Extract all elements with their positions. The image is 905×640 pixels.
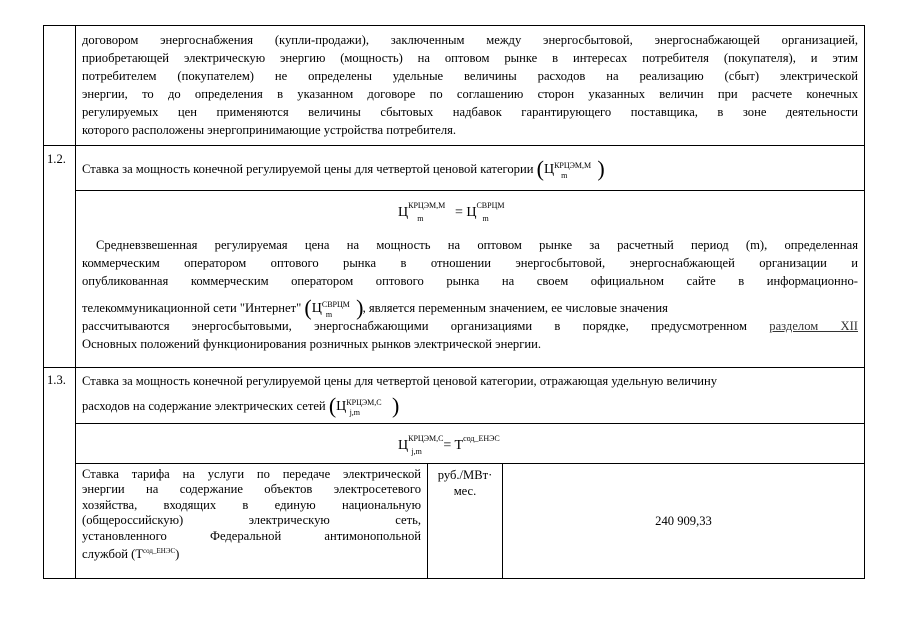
formula-13 bbox=[398, 434, 500, 454]
row-13-title bbox=[82, 372, 858, 421]
row-intro-number-cell bbox=[43, 25, 76, 146]
row-12-title-line bbox=[82, 157, 605, 180]
title-text: расходов на содержание электрических сетей bbox=[82, 399, 326, 414]
symbol-t: T bbox=[454, 438, 464, 453]
subscript: m bbox=[482, 214, 489, 223]
subscript: j,m bbox=[349, 408, 361, 418]
unit-line: мес. bbox=[453, 484, 477, 498]
symbol-ts: Ц bbox=[336, 399, 347, 415]
intro-line: энергии, то до определения в указанном договоре по соглашению сторон указанных величин при расчете конечных bbox=[82, 87, 858, 101]
symbol-ts: Ц bbox=[311, 301, 322, 317]
desc-line: Основных положений функционирования розничных рынков электрической энергии. bbox=[82, 337, 541, 351]
title-line bbox=[82, 390, 858, 421]
intro-line: потребителем (покупателем) не определены удельные величины расходов на реализацию (сбыт) электрической bbox=[82, 69, 858, 83]
intro-line: договором энергоснабжения (купли-продажи), заключенным между энергосбытовой, энергоснабжающей организацией, bbox=[82, 33, 858, 47]
superscript: КРЦЭМ,С bbox=[346, 398, 382, 407]
desc-line bbox=[82, 317, 858, 335]
tariff-line: хозяйства, входящих в единую национальную bbox=[82, 497, 421, 512]
desc-text: рассчитываются энергосбытовыми, энергоснабжающими организациями в порядке, предусмотренном bbox=[82, 319, 747, 333]
title-line: Ставка за мощность конечной регулируемой цены для четвертой ценовой категории, отражающая удельную величину bbox=[82, 374, 718, 388]
symbol-ts: Ц bbox=[543, 162, 555, 178]
subscript: m bbox=[417, 214, 424, 223]
intro-line: регулируемых цен применяются величины сбытовых надбавок гарантирующего поставщика, в зоне деятельности bbox=[82, 105, 858, 119]
subscript: j,m bbox=[411, 447, 422, 456]
intro-line: которого расположены энергопринимающие устройства потребителя. bbox=[82, 123, 457, 137]
equals-sign: = bbox=[454, 205, 463, 220]
superscript: КРЦЭМ,С bbox=[408, 434, 444, 443]
symbol-ts: Ц bbox=[398, 438, 409, 453]
tariff-value: 240 909,33 bbox=[655, 514, 712, 528]
desc-line: коммерческим оператором оптового рынка в отношении энергосбытовой, энергоснабжающей организации и bbox=[82, 256, 858, 270]
tariff-line: (общероссийскую) электрическую сеть, bbox=[82, 513, 421, 528]
unit-line: руб./МВт· bbox=[437, 468, 493, 482]
intro-line: приобретающей электрическую энергию (мощность) на оптовом рынке в интересах потребителя (покупателя), и этим bbox=[82, 51, 858, 65]
superscript: КРЦЭМ,М bbox=[554, 161, 592, 170]
superscript: сод_ЕНЭС bbox=[463, 434, 500, 443]
symbol-ts: Ц bbox=[466, 205, 477, 220]
paren-close: ) bbox=[597, 156, 605, 182]
tariff-line bbox=[82, 544, 421, 563]
tariff-text: ) bbox=[175, 547, 180, 562]
desc-line-formula bbox=[82, 290, 858, 321]
intro-paragraph bbox=[82, 31, 858, 139]
desc-text: , является переменным значением, ее числовые значения bbox=[362, 301, 668, 316]
section-link[interactable]: разделом XII bbox=[769, 319, 859, 333]
symbol-ts: Ц bbox=[398, 205, 409, 220]
tariff-line: установленного Федеральной антимонопольной bbox=[82, 528, 421, 543]
desc-text: телекоммуникационной сети "Интернет" bbox=[82, 301, 302, 316]
tariff-text: службой (T bbox=[82, 547, 144, 562]
superscript: СВРЦМ bbox=[321, 300, 350, 309]
paren-open: ( bbox=[328, 393, 337, 419]
row-13-number: 1.3. bbox=[47, 373, 66, 387]
tariff-unit bbox=[428, 467, 502, 499]
tariff-line: энергии на содержание объектов электросетевого bbox=[82, 482, 421, 497]
subscript: m bbox=[325, 310, 333, 320]
document-page bbox=[43, 25, 865, 579]
superscript: СВРЦМ bbox=[476, 201, 505, 210]
desc-line: Средневзвешенная регулируемая цена на мощность на оптовом рынке за расчетный период (m), определенная bbox=[96, 238, 858, 252]
superscript: КРЦЭМ,М bbox=[408, 201, 446, 210]
row-12-number: 1.2. bbox=[47, 152, 66, 166]
desc-line: опубликованная коммерческим оператором оптового рынка на своем официальном сайте в информационно- bbox=[82, 274, 858, 288]
row-12-number-cell bbox=[43, 145, 76, 368]
paren-open: ( bbox=[304, 295, 312, 321]
tariff-line: Ставка тарифа на услуги по передаче электрической bbox=[82, 467, 421, 481]
equals-sign: = bbox=[443, 438, 452, 453]
paren-open: ( bbox=[536, 156, 544, 182]
paren-close: ) bbox=[392, 393, 400, 419]
row-12-title: Ставка за мощность конечной регулируемой цены для четвертой ценовой категории bbox=[82, 162, 534, 177]
row-13-number-cell bbox=[43, 367, 76, 579]
row-12-description bbox=[82, 236, 858, 353]
superscript: сод_ЕНЭС bbox=[143, 547, 176, 556]
formula-12 bbox=[398, 201, 511, 221]
subscript: m bbox=[561, 171, 568, 181]
paren-close: ) bbox=[356, 295, 364, 321]
tariff-description bbox=[82, 467, 421, 563]
